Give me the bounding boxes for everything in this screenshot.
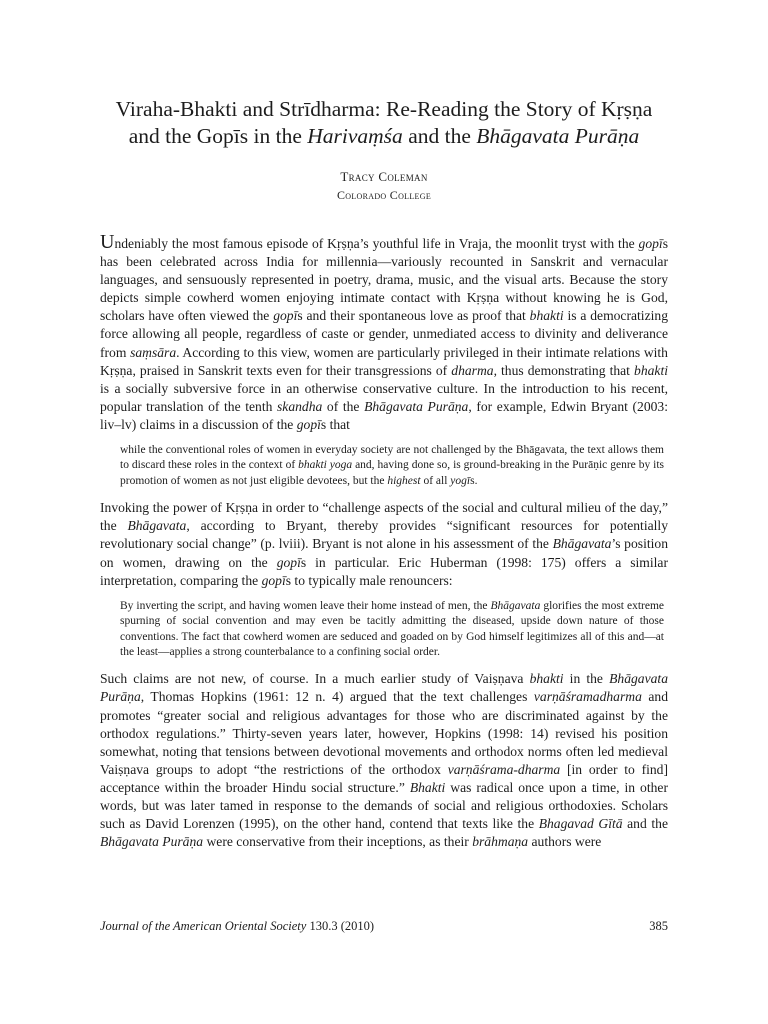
italic-term: bhakti yoga	[298, 459, 353, 472]
text-run: , for example, Edwin Bryant (2003: liv–lv) claims in a discussion of the	[100, 398, 669, 432]
italic-term: saṃsāra	[130, 344, 177, 360]
text-run: and promotes “greater social and religious advantages for those who are discriminated against by the orthodox regulations.” Thirty-seven years later, however, Hopkins (1998: 14) revised his position somewhat, noting that tensions between devotional movements and orthodox norms often led medieval Vaiṣṇava groups to adopt “the restrictions of the orthodox	[100, 689, 669, 777]
italic-term: gopī	[276, 554, 301, 570]
text-run: . According to this view, women are particularly privileged in their intimate relations with Kṛṣṇa, praised in Sanskrit texts even for their transgressions of	[100, 344, 668, 378]
italic-term: Bhāgavata Purāṇa	[100, 834, 204, 850]
block-quote-2	[120, 599, 664, 661]
text-run: Invoking the power of Kṛṣṇa in order to “challenge aspects of the social and cultural milieu of the day,” the	[100, 500, 668, 534]
text-run: authors were	[528, 834, 602, 850]
text-run: glorifies the most extreme spurning of social convention and may even be tacitly admitting the diseased, upside down nature of those conventions. The fact that cowherd women are seduced and goaded on by God himself legitimizes all of this and—at the least—applies a strong counterbalance to a confining social order.	[120, 599, 664, 658]
text-run: , according to Bryant, thereby provides “significant resources for potentially revolutionary social change” (p. lviii). Bryant is not alone in his assessment of the	[100, 518, 668, 552]
text-run: , thus demonstrating that	[493, 362, 635, 378]
italic-term: Bhakti	[409, 779, 446, 795]
italic-term: gopī	[638, 236, 663, 251]
text-run: and the	[622, 816, 668, 832]
italic-term: Bhāgavata Purāṇa	[100, 671, 668, 705]
text-run: of the	[322, 398, 365, 414]
title-line-2-pre: and the Gopīs in the	[128, 124, 308, 148]
text-run: is a democratizing force allowing all people, regardless of caste or gender, unmediated access to divinity and deliverance from	[100, 308, 668, 360]
title-em-bhagavata: Bhāgavata Purāṇa	[476, 124, 640, 148]
page-footer	[100, 919, 668, 934]
italic-term: skandha	[277, 398, 323, 414]
journal-name: Journal of the American Oriental Society	[100, 919, 307, 933]
body-paragraph-2	[100, 499, 668, 589]
body-paragraph-1	[100, 231, 669, 434]
block-quote-1	[120, 443, 664, 489]
text-run: U	[100, 231, 115, 253]
text-run: s to typically male renouncers:	[285, 572, 453, 588]
italic-term: gopī	[296, 416, 321, 432]
italic-term: Bhāgavata	[490, 599, 541, 612]
page-number: 385	[649, 919, 668, 933]
author-affiliation: Colorado College	[336, 188, 432, 202]
italic-term: gopī	[261, 572, 286, 588]
title-line-1: Viraha-Bhakti and Strīdharma: Re-Reading the Story of Kṛṣṇa	[115, 97, 653, 121]
italic-term: varṇāśrama-dharma	[447, 761, 561, 777]
italic-term: bhakti	[529, 308, 564, 324]
text-run: Such claims are not new, of course. In a much earlier study of Vaiṣṇava	[100, 671, 530, 687]
text-run: s has been celebrated across India for millennia—variously recounted in Sanskrit and vernacular languages, and sensuously represented in poetry, drama, music, and the visual arts. Because the story depicts simple cowherd women enjoying intimate contact with Kṛṣṇa without knowing he is God, scholars have often viewed the	[100, 236, 668, 324]
journal-issue: 130.3 (2010)	[306, 919, 375, 933]
text-run: s and their spontaneous love as proof that	[297, 308, 530, 324]
italic-term: bhakti	[634, 362, 668, 378]
text-run: of all	[420, 474, 451, 487]
text-run: s in particular. Eric Huberman (1998: 175) offers a similar interpretation, comparing the	[100, 554, 668, 588]
italic-term: Bhāgavata	[127, 518, 187, 534]
text-run: [in order to find] acceptance within the broader Hindu social structure.”	[100, 761, 669, 795]
italic-term: gopī	[273, 308, 298, 324]
text-run: s that	[320, 416, 350, 432]
text-run: , Thomas Hopkins (1961: 12 n. 4) argued that the text challenges	[140, 689, 534, 705]
italic-term: yogī	[450, 474, 471, 487]
text-run: were conservative from their inceptions, as their	[203, 834, 473, 850]
italic-term: bhakti	[529, 671, 564, 687]
italic-term: Bhāgavata	[552, 536, 612, 552]
italic-term: Bhāgavata Purāṇa	[364, 398, 469, 414]
text-run: while the conventional roles of women in everyday society are not challenged by the Bhāgavata, the text allows them to discard these roles in the context of	[120, 444, 664, 472]
text-run: is a socially subversive force in an otherwise conservative culture. In the introduction to his recent, popular translation of the tenth	[100, 380, 668, 414]
text-run: By inverting the script, and having women leave their home instead of men, the	[120, 599, 491, 612]
title-em-harivamsa: Harivaṃśa	[307, 124, 403, 148]
title-line-2-mid: and the	[402, 124, 477, 148]
author-name: Tracy Coleman	[340, 169, 428, 184]
text-run: ’s position on women, drawing on the	[100, 536, 668, 570]
text-run: was radical once upon a time, in other words, but was later tamed in response to the demands of social and religious orthodoxies. Scholars such as David Lorenzen (1995), on the other hand, contend that texts like the	[100, 779, 668, 832]
text-run: and, having done so, is ground-breaking in the Purāṇic genre by its promotion of women as not just eligible devotees, but the	[120, 459, 664, 487]
text-run: in the	[563, 671, 610, 687]
italic-term: highest	[387, 474, 421, 487]
italic-term: brāhmaṇa	[472, 834, 529, 850]
text-run: ndeniably the most famous episode of Kṛṣṇa’s youthful life in Vraja, the moonlit tryst with the	[114, 236, 639, 251]
italic-term: Bhagavad Gītā	[538, 816, 623, 832]
italic-term: varṇāśramadharma	[533, 689, 642, 705]
italic-term: dharma	[451, 362, 494, 378]
text-run: s.	[470, 474, 478, 487]
article-title	[100, 96, 668, 150]
article-page	[100, 96, 668, 851]
body-paragraph-3	[100, 670, 668, 851]
